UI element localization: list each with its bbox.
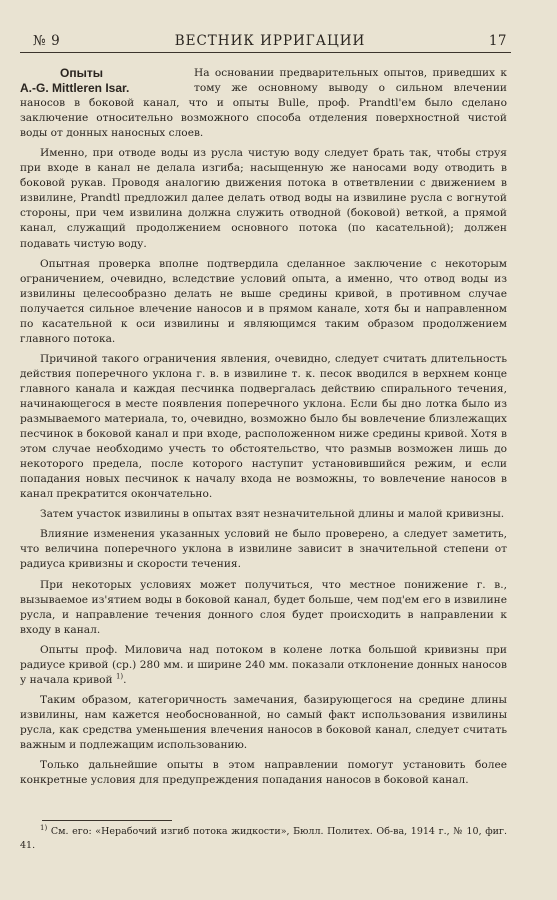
footnote-reference: 1)	[115, 672, 124, 681]
paragraph: На основании предварительных опытов, приведших к тому же основному выводу о сильном влечении наносов в боковой канал, что и опыты Bulle, проф. Prandtl'ем было сделано заключение относительно возможного способа отделения поверхностной чистой воды от донных наносных слоев.	[20, 67, 507, 140]
page-number: 17	[488, 33, 507, 49]
paragraph: Причиной такого ограничения явления, очевидно, следует считать длительность действия поперечного уклона г. в. в извилине т. к. песок вводился в верхнем конце главного канала и каждая песчинка подвергалась действию спирального течения, начинающегося в месте появления поперечного уклона. Если бы дно лотка было из размываемого материала, то, очевидно, возможно было бы вовлечение близлежащих песчинок в боковой канал и при входе, расположенном ниже средины кривой. Хотя в этом случае необходимо учесть то обстоятельство, что размыв возможен лишь до некоторого предела, после которого наступит установившийся режим, и если попадания новых песчинок к началу входа не возможны, то вовлечение наносов в канал прекратится окончательно.	[20, 352, 507, 501]
issue-number: № 9	[33, 33, 61, 49]
paragraph: При некоторых условиях может получиться, что местное понижение г. в., вызываемое из'ятием воды в боковой канал, будет больше, чем под'ем его в извилине русла, и направление течения донного слоя будет происходить в направлении к входу в канал.	[20, 578, 507, 636]
paragraph-text: Опыты проф. Миловича над потоком в колене лотка большой кривизны при радиусе кривой (ср.) 280 мм. и ширине 240 мм. показали отклонение донных наносов у начала кривой	[20, 643, 507, 686]
side-heading-line1: Опыты	[60, 66, 103, 80]
journal-title: ВЕСТНИК ИРРИГАЦИИ	[174, 33, 366, 49]
paragraph: Опытная проверка вполне подтвердила сделанное заключение с некоторым ограничением, очевидно, вследствие условий опыта, а именно, что отвод воды из извилины целесообразно делать не выше средины кривой, в противном случае получается сильное влечение наносов и в прямом канале, хотя бы и направленном по касательной к оси извилины и являющимся таким образом продолжением главного потока.	[20, 257, 507, 345]
article-body	[20, 66, 507, 788]
paragraph-with-footnote-ref: Опыты проф. Миловича над потоком в колене лотка большой кривизны при радиусе кривой (ср.) 280 мм. и ширине 240 мм. показали отклонение донных наносов у начала кривой $^{1)}$.	[20, 643, 507, 686]
paragraph: Таким образом, категоричность замечания, базирующегося на средине длины извилины, нам кажется необоснованной, но самый факт использования извилины русла, как средства уменьшения влечения наносов в боковой канал, следует считать важным и подлежащим использованию.	[20, 693, 507, 751]
footnote-text: См. его: «Нерабочий изгиб потока жидкости», Бюлл. Политех. Об-ва, 1914 г., № 10, фиг. 41.	[20, 826, 507, 851]
footnote-mark: 1)	[40, 823, 48, 832]
paragraph: Именно, при отводе воды из русла чистую воду следует брать так, чтобы струя при входе в канал не делала изгиба; насыщенную же наносами воду отводить в боковой рукав. Проводя аналогию движения потока в ответвлении с движением в извилине, Prandtl предложил далее делать отвод воды на извилине русла с вогнутой стороны, при чем извилина должна служить отводной (боковой) веткой, а прямой канал, служащий продолжением основного потока (по касательной); должен подавать чистую воду.	[20, 147, 507, 250]
side-heading	[20, 66, 186, 96]
header-rule	[20, 52, 511, 53]
footnote-rule	[42, 820, 172, 821]
paragraph: Затем участок извилины в опытах взят незначительной длины и малой кривизны.	[40, 508, 505, 521]
side-heading-line2: A.-G. Mittleren Isar.	[20, 81, 130, 95]
running-header	[33, 33, 507, 51]
paragraph: Только дальнейшие опыты в этом направлении помогут установить более конкретные условия для предупреждения попадания наносов в боковой канал.	[20, 759, 507, 787]
footnote	[20, 825, 507, 853]
paragraph: Влияние изменения указанных условий не было проверено, а следует заметить, что величина поперечного уклона в извилине зависит в значительной степени от радиуса кривизны и скорости течения.	[20, 528, 507, 571]
